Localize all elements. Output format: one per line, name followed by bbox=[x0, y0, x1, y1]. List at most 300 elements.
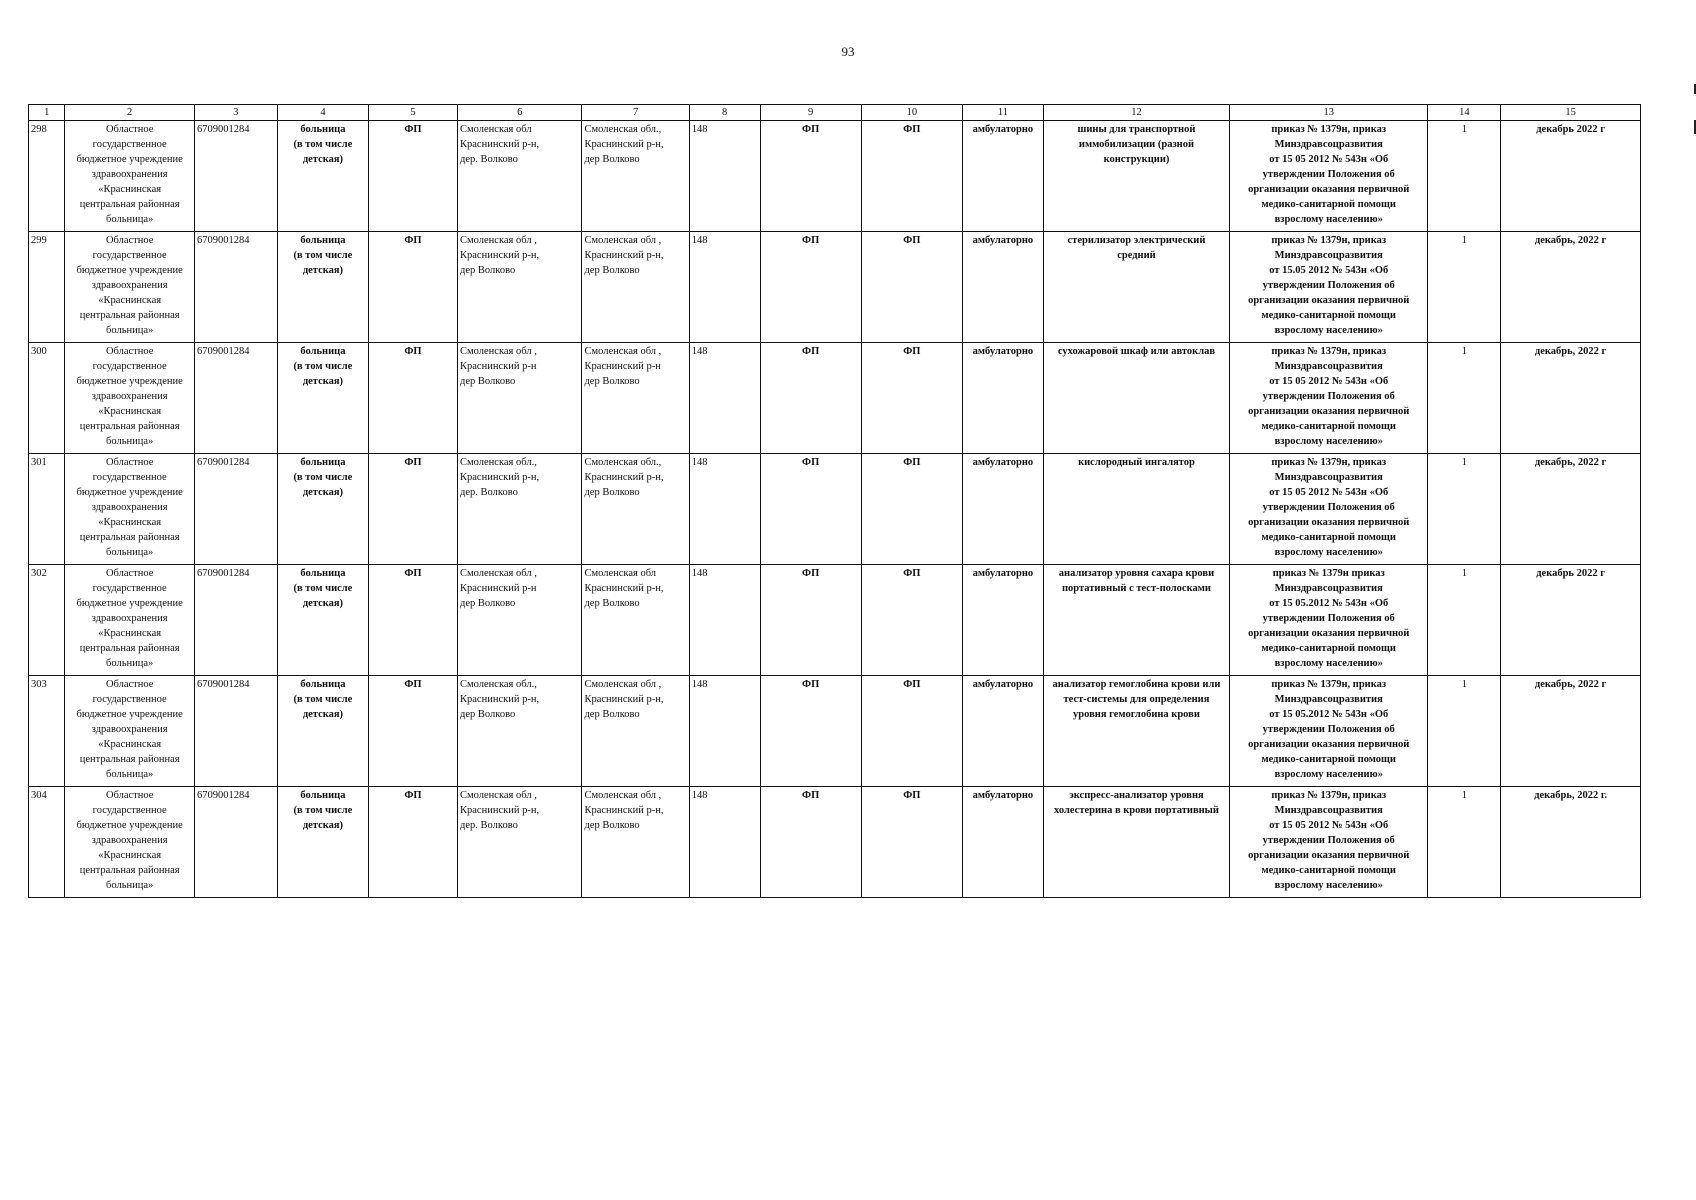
cell-line: «Краснинская bbox=[98, 850, 162, 861]
organization-cell bbox=[65, 676, 195, 787]
cell-line: взрослому населению» bbox=[1274, 769, 1383, 780]
table-row bbox=[29, 676, 1641, 787]
cell-line: дер Волково bbox=[584, 265, 640, 276]
cell-line: анализатор гемоглобина крови или bbox=[1052, 679, 1221, 690]
facility-type-cell bbox=[277, 676, 368, 787]
organization-cell bbox=[65, 787, 195, 898]
legal-address-cell bbox=[458, 676, 582, 787]
cell-line: больница bbox=[300, 568, 346, 579]
cell-line: дер. Волково bbox=[460, 487, 518, 498]
cell-line: бюджетное учреждение bbox=[76, 709, 183, 720]
cell-line: Краснинский р-н, bbox=[460, 694, 540, 705]
cell-line: государственное bbox=[92, 583, 167, 594]
cell-line: центральная районная bbox=[79, 643, 180, 654]
cell-line: (в том числе bbox=[293, 139, 353, 150]
department-cell: ФП bbox=[861, 121, 962, 232]
cell-line: Минздравсоцразвития bbox=[1274, 139, 1383, 150]
column-header: 10 bbox=[861, 105, 962, 121]
cell-line: «Краснинская bbox=[98, 739, 162, 750]
cell-line: здравоохранения bbox=[91, 169, 168, 180]
cell-line: центральная районная bbox=[79, 199, 180, 210]
cell-line: Областное bbox=[105, 790, 154, 801]
cell-line: детская) bbox=[302, 487, 344, 498]
quantity-cell: 1 bbox=[1428, 676, 1501, 787]
code-cell: 148 bbox=[689, 787, 760, 898]
cell-line: больница» bbox=[106, 769, 154, 780]
cell-line: сухожаровой шкаф или автоклав bbox=[1057, 346, 1216, 357]
cell-line: организации оказания первичной bbox=[1248, 628, 1410, 639]
cell-line: «Краснинская bbox=[98, 184, 162, 195]
facility-type-cell bbox=[277, 454, 368, 565]
unit-type-cell: ФП bbox=[368, 121, 457, 232]
cell-line: шины для транспортной bbox=[1077, 124, 1196, 135]
column-header: 5 bbox=[368, 105, 457, 121]
cell-line: Минздравсоцразвития bbox=[1274, 361, 1383, 372]
cell-line: больница bbox=[300, 124, 346, 135]
cell-line: анализатор уровня сахара крови bbox=[1058, 568, 1215, 579]
cell-line: приказ № 1379н приказ bbox=[1272, 568, 1385, 579]
row-number-cell: 301 bbox=[29, 454, 65, 565]
deadline-cell: декабрь, 2022 г bbox=[1501, 676, 1641, 787]
cell-line: стерилизатор электрический bbox=[1067, 235, 1206, 246]
cell-line: Областное bbox=[105, 235, 154, 246]
cell-line: медико-санитарной помощи bbox=[1261, 754, 1396, 765]
unit-type-cell: ФП bbox=[368, 565, 457, 676]
cell-line: детская) bbox=[302, 154, 344, 165]
unit-cell: ФП bbox=[760, 787, 861, 898]
cell-line: «Краснинская bbox=[98, 295, 162, 306]
facility-type-cell bbox=[277, 565, 368, 676]
cell-line: государственное bbox=[92, 694, 167, 705]
cell-line: дер Волково bbox=[584, 154, 640, 165]
cell-line: Минздравсоцразвития bbox=[1274, 805, 1383, 816]
cell-line: больница bbox=[300, 679, 346, 690]
cell-line: дер Волково bbox=[460, 598, 516, 609]
cell-line: Областное bbox=[105, 457, 154, 468]
standard-order-cell bbox=[1230, 232, 1428, 343]
care-form-cell: амбулаторно bbox=[962, 565, 1043, 676]
table-row bbox=[29, 565, 1641, 676]
cell-line: больница bbox=[300, 346, 346, 357]
cell-line: медико-санитарной помощи bbox=[1261, 865, 1396, 876]
cell-line: утверждении Положения об bbox=[1262, 502, 1395, 513]
cell-line: детская) bbox=[302, 376, 344, 387]
cell-line: государственное bbox=[92, 472, 167, 483]
cell-line: утверждении Положения об bbox=[1262, 835, 1395, 846]
equipment-name-cell bbox=[1043, 787, 1229, 898]
cell-line: Смоленская обл , bbox=[584, 235, 662, 246]
unit-cell: ФП bbox=[760, 454, 861, 565]
cell-line: взрослому населению» bbox=[1274, 880, 1383, 891]
code-cell: 148 bbox=[689, 676, 760, 787]
cell-line: Краснинский р-н bbox=[460, 361, 537, 372]
cell-line: больница bbox=[300, 790, 346, 801]
code-cell: 148 bbox=[689, 565, 760, 676]
cell-line: Смоленская обл., bbox=[460, 457, 537, 468]
cell-line: Краснинский р-н, bbox=[584, 694, 664, 705]
cell-line: медико-санитарной помощи bbox=[1261, 643, 1396, 654]
cell-line: от 15 05.2012 № 543н «Об bbox=[1269, 598, 1389, 609]
cell-line: взрослому населению» bbox=[1274, 436, 1383, 447]
unit-type-cell: ФП bbox=[368, 787, 457, 898]
cell-line: Областное bbox=[105, 124, 154, 135]
deadline-cell: декабрь, 2022 г bbox=[1501, 454, 1641, 565]
standard-order-cell bbox=[1230, 676, 1428, 787]
standard-order-cell bbox=[1230, 454, 1428, 565]
legal-address-cell bbox=[458, 121, 582, 232]
equipment-name-cell bbox=[1043, 565, 1229, 676]
cell-line: Смоленская обл , bbox=[460, 235, 537, 246]
cell-line: приказ № 1379н, приказ bbox=[1271, 124, 1387, 135]
equipment-name-cell bbox=[1043, 343, 1229, 454]
cell-line: Смоленская обл bbox=[460, 124, 532, 135]
unit-type-cell: ФП bbox=[368, 232, 457, 343]
deadline-cell: декабрь, 2022 г. bbox=[1501, 787, 1641, 898]
quantity-cell: 1 bbox=[1428, 232, 1501, 343]
department-cell: ФП bbox=[861, 454, 962, 565]
cell-line: медико-санитарной помощи bbox=[1261, 421, 1396, 432]
cell-line: государственное bbox=[92, 139, 167, 150]
cell-line: Краснинский р-н, bbox=[460, 139, 540, 150]
cell-line: больница» bbox=[106, 214, 154, 225]
table-row bbox=[29, 454, 1641, 565]
column-header: 1 bbox=[29, 105, 65, 121]
cell-line: центральная районная bbox=[79, 421, 180, 432]
cell-line: больница» bbox=[106, 325, 154, 336]
cell-line: Краснинский р-н, bbox=[460, 250, 540, 261]
cell-line: Смоленская обл bbox=[584, 568, 657, 579]
column-header: 15 bbox=[1501, 105, 1641, 121]
cell-line: медико-санитарной помощи bbox=[1261, 199, 1396, 210]
unit-cell: ФП bbox=[760, 121, 861, 232]
standard-order-cell bbox=[1230, 565, 1428, 676]
column-header: 12 bbox=[1043, 105, 1229, 121]
cell-line: уровня гемоглобина крови bbox=[1073, 709, 1200, 720]
cell-line: бюджетное учреждение bbox=[76, 820, 183, 831]
cell-line: Смоленская обл , bbox=[584, 679, 662, 690]
cell-line: (в том числе bbox=[293, 694, 353, 705]
cell-line: от 15 05 2012 № 543н «Об bbox=[1269, 487, 1389, 498]
cell-line: Минздравсоцразвития bbox=[1274, 472, 1383, 483]
cell-line: от 15 05 2012 № 543н «Об bbox=[1269, 820, 1389, 831]
cell-line: (в том числе bbox=[293, 250, 353, 261]
row-number-cell: 302 bbox=[29, 565, 65, 676]
cell-line: медико-санитарной помощи bbox=[1261, 532, 1396, 543]
row-number-cell: 300 bbox=[29, 343, 65, 454]
cell-line: дер Волково bbox=[584, 376, 640, 387]
quantity-cell: 1 bbox=[1428, 343, 1501, 454]
cell-line: утверждении Положения об bbox=[1262, 169, 1395, 180]
cell-line: больница» bbox=[106, 880, 154, 891]
department-cell: ФП bbox=[861, 343, 962, 454]
cell-line: Смоленская обл , bbox=[460, 346, 537, 357]
cell-line: «Краснинская bbox=[98, 517, 162, 528]
cell-line: (в том числе bbox=[293, 805, 353, 816]
care-form-cell: амбулаторно bbox=[962, 232, 1043, 343]
column-header: 14 bbox=[1428, 105, 1501, 121]
row-number-cell: 303 bbox=[29, 676, 65, 787]
row-number-cell: 304 bbox=[29, 787, 65, 898]
deadline-cell: декабрь 2022 г bbox=[1501, 565, 1641, 676]
department-cell: ФП bbox=[861, 232, 962, 343]
actual-address-cell bbox=[582, 232, 689, 343]
care-form-cell: амбулаторно bbox=[962, 676, 1043, 787]
deadline-cell: декабрь, 2022 г bbox=[1501, 343, 1641, 454]
inn-cell: 6709001284 bbox=[194, 232, 277, 343]
cell-line: «Краснинская bbox=[98, 628, 162, 639]
cell-line: экспресс-анализатор уровня bbox=[1069, 790, 1204, 801]
cell-line: дер Волково bbox=[584, 487, 640, 498]
cell-line: взрослому населению» bbox=[1274, 658, 1383, 669]
cell-line: медико-санитарной помощи bbox=[1261, 310, 1396, 321]
deadline-cell: декабрь 2022 г bbox=[1501, 121, 1641, 232]
inn-cell: 6709001284 bbox=[194, 676, 277, 787]
actual-address-cell bbox=[582, 676, 689, 787]
cell-line: дер Волково bbox=[584, 709, 640, 720]
inn-cell: 6709001284 bbox=[194, 565, 277, 676]
cell-line: Смоленская обл., bbox=[460, 679, 537, 690]
legal-address-cell bbox=[458, 232, 582, 343]
cell-line: больница bbox=[300, 457, 346, 468]
cell-line: взрослому населению» bbox=[1274, 325, 1383, 336]
cell-line: Краснинский р-н bbox=[460, 583, 537, 594]
cell-line: (в том числе bbox=[293, 472, 353, 483]
cell-line: здравоохранения bbox=[91, 502, 168, 513]
cell-line: организации оказания первичной bbox=[1248, 739, 1410, 750]
cell-line: Краснинский р-н, bbox=[584, 139, 664, 150]
legal-address-cell bbox=[458, 454, 582, 565]
row-number-cell: 298 bbox=[29, 121, 65, 232]
cell-line: больница» bbox=[106, 547, 154, 558]
column-header: 13 bbox=[1230, 105, 1428, 121]
cell-line: приказ № 1379н, приказ bbox=[1271, 679, 1387, 690]
unit-cell: ФП bbox=[760, 676, 861, 787]
quantity-cell: 1 bbox=[1428, 121, 1501, 232]
unit-type-cell: ФП bbox=[368, 343, 457, 454]
cell-line: государственное bbox=[92, 250, 167, 261]
inn-cell: 6709001284 bbox=[194, 343, 277, 454]
cell-line: центральная районная bbox=[79, 532, 180, 543]
cell-line: взрослому населению» bbox=[1274, 547, 1383, 558]
unit-type-cell: ФП bbox=[368, 676, 457, 787]
equipment-name-cell bbox=[1043, 676, 1229, 787]
legal-address-cell bbox=[458, 343, 582, 454]
cell-line: Краснинский р-н, bbox=[584, 250, 664, 261]
cell-line: дер. Волково bbox=[460, 820, 518, 831]
cell-line: дер Волково bbox=[584, 820, 640, 831]
cell-line: здравоохранения bbox=[91, 391, 168, 402]
cell-line: от 15 05 2012 № 543н «Об bbox=[1269, 376, 1389, 387]
cell-line: детская) bbox=[302, 709, 344, 720]
row-number-cell: 299 bbox=[29, 232, 65, 343]
actual-address-cell bbox=[582, 454, 689, 565]
equipment-register-table bbox=[28, 104, 1641, 898]
cell-line: Минздравсоцразвития bbox=[1274, 250, 1383, 261]
facility-type-cell bbox=[277, 787, 368, 898]
cell-line: от 15 05 2012 № 543н «Об bbox=[1269, 154, 1389, 165]
legal-address-cell bbox=[458, 565, 582, 676]
standard-order-cell bbox=[1230, 121, 1428, 232]
cell-line: Смоленская обл , bbox=[460, 790, 537, 801]
facility-type-cell bbox=[277, 232, 368, 343]
code-cell: 148 bbox=[689, 343, 760, 454]
department-cell: ФП bbox=[861, 565, 962, 676]
quantity-cell: 1 bbox=[1428, 454, 1501, 565]
table-row bbox=[29, 787, 1641, 898]
cell-line: здравоохранения bbox=[91, 724, 168, 735]
cell-line: больница» bbox=[106, 436, 154, 447]
cell-line: организации оказания первичной bbox=[1248, 850, 1410, 861]
legal-address-cell bbox=[458, 787, 582, 898]
cell-line: дер. Волково bbox=[460, 154, 518, 165]
cell-line: приказ № 1379н, приказ bbox=[1271, 790, 1387, 801]
equipment-name-cell bbox=[1043, 232, 1229, 343]
cell-line: (в том числе bbox=[293, 583, 353, 594]
department-cell: ФП bbox=[861, 676, 962, 787]
cell-line: Краснинский р-н, bbox=[584, 583, 664, 594]
actual-address-cell bbox=[582, 343, 689, 454]
cell-line: бюджетное учреждение bbox=[76, 598, 183, 609]
cell-line: здравоохранения bbox=[91, 835, 168, 846]
cell-line: Краснинский р-н, bbox=[584, 805, 664, 816]
cell-line: бюджетное учреждение bbox=[76, 376, 183, 387]
equipment-name-cell bbox=[1043, 454, 1229, 565]
cell-line: утверждении Положения об bbox=[1262, 391, 1395, 402]
cell-line: приказ № 1379н, приказ bbox=[1271, 346, 1387, 357]
cell-line: портативный с тест-полосками bbox=[1062, 583, 1211, 594]
unit-cell: ФП bbox=[760, 232, 861, 343]
code-cell: 148 bbox=[689, 121, 760, 232]
cell-line: здравоохранения bbox=[91, 280, 168, 291]
department-cell: ФП bbox=[861, 787, 962, 898]
column-header: 8 bbox=[689, 105, 760, 121]
inn-cell: 6709001284 bbox=[194, 787, 277, 898]
cell-line: детская) bbox=[302, 265, 344, 276]
cell-line: Краснинский р-н, bbox=[584, 472, 664, 483]
column-header: 3 bbox=[194, 105, 277, 121]
cell-line: дер Волково bbox=[460, 709, 516, 720]
cell-line: Смоленская обл , bbox=[584, 346, 662, 357]
cell-line: от 15 05.2012 № 543н «Об bbox=[1269, 709, 1389, 720]
actual-address-cell bbox=[582, 121, 689, 232]
organization-cell bbox=[65, 232, 195, 343]
cell-line: утверждении Положения об bbox=[1262, 280, 1395, 291]
cell-line: Смоленская обл , bbox=[584, 790, 662, 801]
unit-cell: ФП bbox=[760, 343, 861, 454]
cell-line: организации оказания первичной bbox=[1248, 295, 1410, 306]
cell-line: Областное bbox=[105, 568, 154, 579]
table-row bbox=[29, 121, 1641, 232]
inn-cell: 6709001284 bbox=[194, 454, 277, 565]
standard-order-cell bbox=[1230, 787, 1428, 898]
care-form-cell: амбулаторно bbox=[962, 121, 1043, 232]
cell-line: бюджетное учреждение bbox=[76, 154, 183, 165]
cell-line: (в том числе bbox=[293, 361, 353, 372]
cell-line: центральная районная bbox=[79, 865, 180, 876]
cell-line: центральная районная bbox=[79, 310, 180, 321]
cell-line: приказ № 1379н, приказ bbox=[1271, 457, 1387, 468]
cell-line: Областное bbox=[105, 679, 154, 690]
actual-address-cell bbox=[582, 565, 689, 676]
cell-line: средний bbox=[1117, 250, 1156, 261]
organization-cell bbox=[65, 454, 195, 565]
cell-line: «Краснинская bbox=[98, 406, 162, 417]
cell-line: детская) bbox=[302, 820, 344, 831]
cell-line: Краснинский р-н, bbox=[460, 805, 540, 816]
table-row bbox=[29, 343, 1641, 454]
cell-line: взрослому населению» bbox=[1274, 214, 1383, 225]
column-header: 6 bbox=[458, 105, 582, 121]
header-row bbox=[29, 105, 1641, 121]
equipment-name-cell bbox=[1043, 121, 1229, 232]
cell-line: Минздравсоцразвития bbox=[1274, 583, 1383, 594]
cell-line: центральная районная bbox=[79, 754, 180, 765]
cell-line: бюджетное учреждение bbox=[76, 487, 183, 498]
cell-line: здравоохранения bbox=[91, 613, 168, 624]
facility-type-cell bbox=[277, 343, 368, 454]
cell-line: бюджетное учреждение bbox=[76, 265, 183, 276]
unit-type-cell: ФП bbox=[368, 454, 457, 565]
cell-line: тест-системы для определения bbox=[1063, 694, 1210, 705]
cell-line: утверждении Положения об bbox=[1262, 613, 1395, 624]
cell-line: Смоленская обл., bbox=[584, 124, 662, 135]
cell-line: Областное bbox=[105, 346, 154, 357]
cell-line: иммобилизации (разной bbox=[1078, 139, 1195, 150]
cell-line: холестерина в крови портативный bbox=[1054, 805, 1219, 816]
cell-line: Смоленская обл., bbox=[584, 457, 662, 468]
cell-line: Минздравсоцразвития bbox=[1274, 694, 1383, 705]
page-number: 93 bbox=[841, 44, 855, 59]
care-form-cell: амбулаторно bbox=[962, 787, 1043, 898]
column-header: 11 bbox=[962, 105, 1043, 121]
cell-line: дер Волково bbox=[460, 376, 516, 387]
care-form-cell: амбулаторно bbox=[962, 454, 1043, 565]
column-header: 9 bbox=[760, 105, 861, 121]
cell-line: больница bbox=[300, 235, 346, 246]
cell-line: утверждении Положения об bbox=[1262, 724, 1395, 735]
cell-line: организации оказания первичной bbox=[1248, 406, 1410, 417]
cell-line: организации оказания первичной bbox=[1248, 517, 1410, 528]
code-cell: 148 bbox=[689, 454, 760, 565]
unit-cell: ФП bbox=[760, 565, 861, 676]
quantity-cell: 1 bbox=[1428, 565, 1501, 676]
column-header: 7 bbox=[582, 105, 689, 121]
cell-line: больница» bbox=[106, 658, 154, 669]
cell-line: от 15.05 2012 № 543н «Об bbox=[1269, 265, 1389, 276]
cell-line: кислородный ингалятор bbox=[1078, 457, 1195, 468]
column-header: 4 bbox=[277, 105, 368, 121]
standard-order-cell bbox=[1230, 343, 1428, 454]
inn-cell: 6709001284 bbox=[194, 121, 277, 232]
cell-line: Краснинский р-н, bbox=[460, 472, 540, 483]
organization-cell bbox=[65, 565, 195, 676]
cell-line: детская) bbox=[302, 598, 344, 609]
organization-cell bbox=[65, 343, 195, 454]
quantity-cell: 1 bbox=[1428, 787, 1501, 898]
table-row bbox=[29, 232, 1641, 343]
cell-line: государственное bbox=[92, 805, 167, 816]
care-form-cell: амбулаторно bbox=[962, 343, 1043, 454]
deadline-cell: декабрь, 2022 г bbox=[1501, 232, 1641, 343]
facility-type-cell bbox=[277, 121, 368, 232]
cell-line: государственное bbox=[92, 361, 167, 372]
cell-line: конструкции) bbox=[1103, 154, 1170, 165]
organization-cell bbox=[65, 121, 195, 232]
cell-line: приказ № 1379н, приказ bbox=[1271, 235, 1387, 246]
code-cell: 148 bbox=[689, 232, 760, 343]
cell-line: дер Волково bbox=[460, 265, 516, 276]
cell-line: Краснинский р-н bbox=[584, 361, 661, 372]
